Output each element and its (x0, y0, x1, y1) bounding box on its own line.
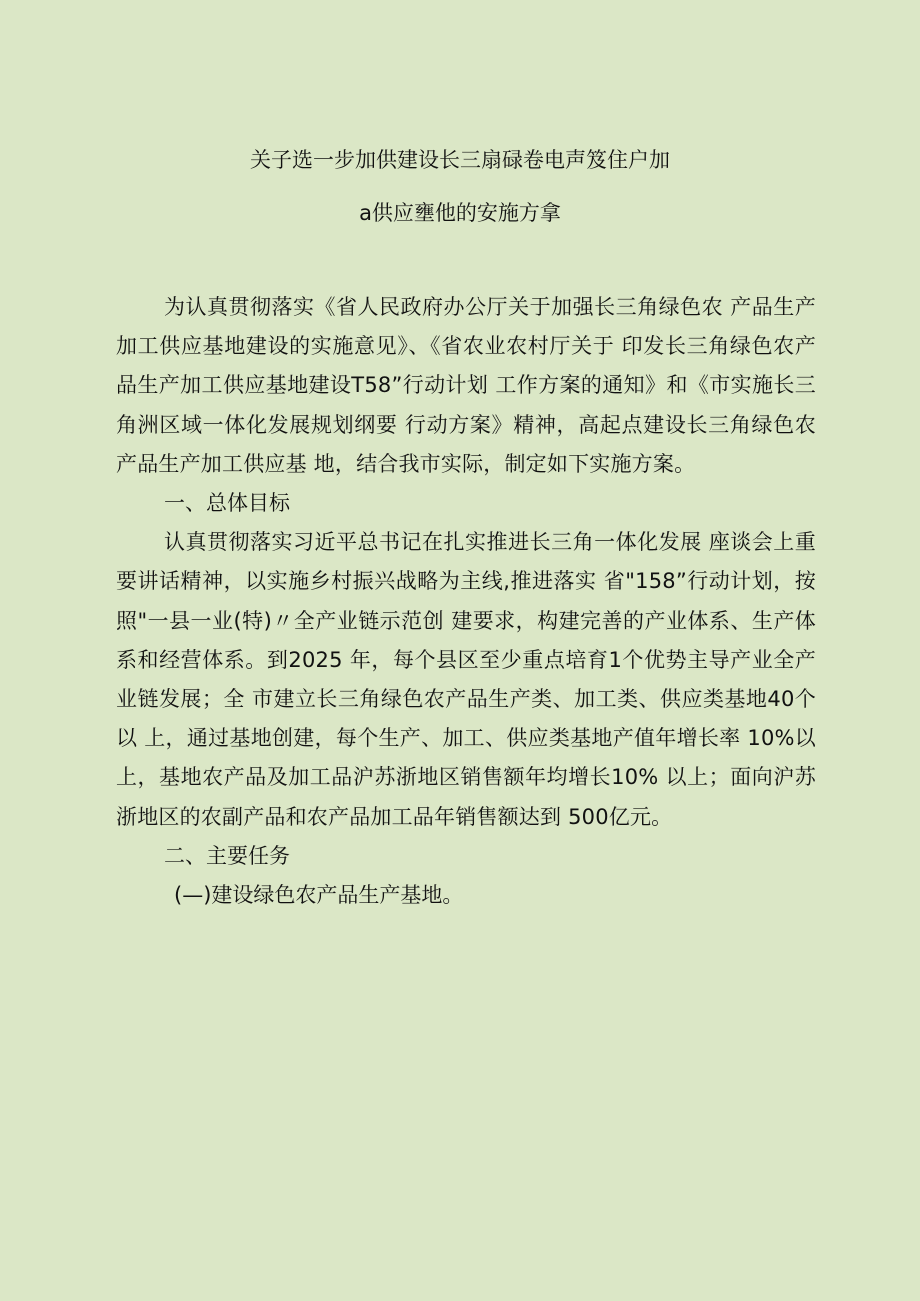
document-title-line-1: 关子选一步加供建设长三扇碌卷电声笈住户加 (250, 148, 670, 172)
section-heading-main-tasks: 二、主要任务 (164, 843, 290, 868)
intro-paragraph: 为认真贯彻落实《省人民政府办公厅关于加强长三角绿色农 产品生产加工供应基地建设的实施意见》、《省农业农村厅关于 印发长三角绿色农产品生产加工供应基地建设T58”行动计划 工作方案的通知》和《市实施长三角洲区域一体化发展规划纲要 行动方案》精神，高起点建设长三角绿色农产品生产加工供应基 地，结合我市实际，制定如下实施方案。 (116, 295, 816, 476)
subsection-heading-production-base: (—)建设绿色农产品生产基地。 (174, 883, 464, 908)
overall-goals-paragraph: 认真贯彻落实习近平总书记在扎实推进长三角一体化发展 座谈会上重要讲话精神，以实施乡村振兴战略为主线,推进落实 省"158”行动计划，按照"一县一业(特)〃全产业链示范创 建要求，构建完善的产业体系、生产体系和经营体系。到2025 年，每个县区至少重点培育1个优势主导产业全产业链发展；全 市建立长三角绿色农产品生产类、加工类、供应类基地40个以 上，通过基地创建，每个生产、加工、供应类基地产值年增长率 10%以上，基地农产品及加工品沪苏浙地区销售额年均增长10% 以上；面向沪苏浙地区的农副产品和农产品加工品年销售额达到 500亿元。 (116, 530, 816, 829)
section-heading-overall-goals: 一、总体目标 (164, 491, 290, 516)
document-title-line-2: a供应壅他的安施方拿 (359, 201, 561, 225)
document-body (116, 288, 816, 915)
